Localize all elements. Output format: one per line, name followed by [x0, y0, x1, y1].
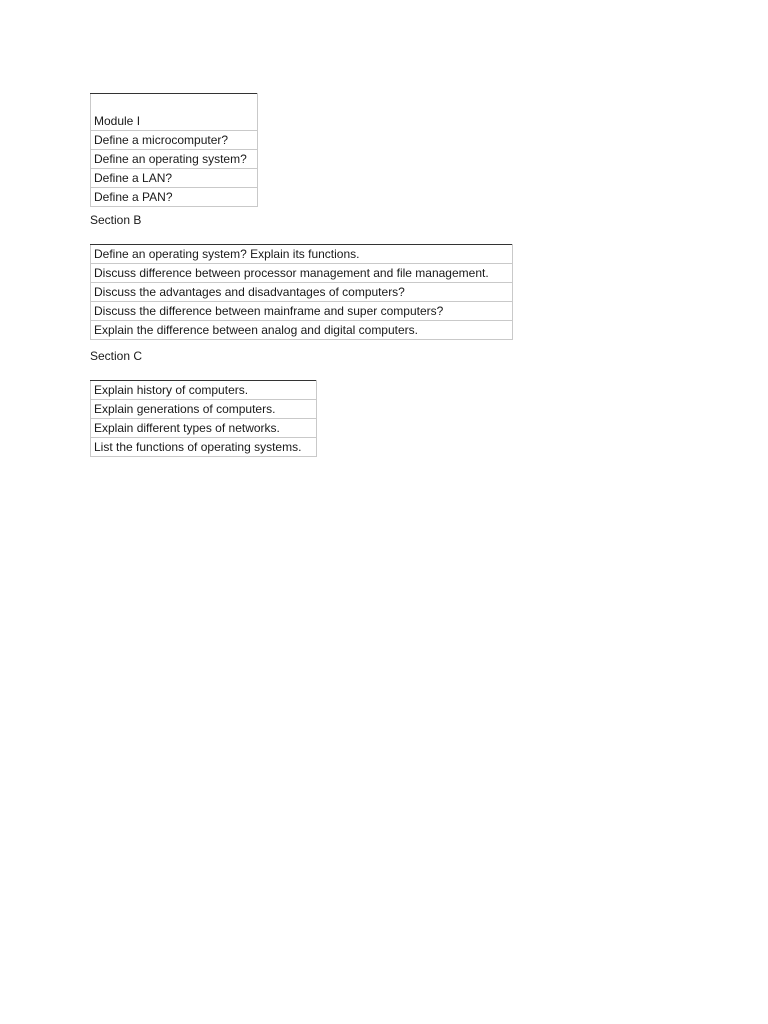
table-row: [91, 400, 317, 419]
table-row: [91, 188, 258, 207]
table-row: [91, 381, 317, 400]
question-cell: Define a LAN?: [91, 169, 258, 188]
question-cell: Define an operating system?: [91, 150, 258, 169]
table-row: [91, 245, 513, 264]
section-c-question-table: [90, 380, 317, 457]
question-cell: List the functions of operating systems.: [91, 438, 317, 457]
table-row: [91, 94, 258, 131]
table-row: [91, 302, 513, 321]
question-cell: Explain generations of computers.: [91, 400, 317, 419]
module-i-question-table: [90, 93, 258, 207]
question-cell: Discuss the advantages and disadvantages of computers?: [91, 283, 513, 302]
table-row: [91, 419, 317, 438]
table-row: [91, 264, 513, 283]
question-cell: Discuss difference between processor management and file management.: [91, 264, 513, 283]
question-cell: Discuss the difference between mainframe and super computers?: [91, 302, 513, 321]
section-c-label: Section C: [90, 349, 143, 363]
question-cell: Define a microcomputer?: [91, 131, 258, 150]
section-b-question-table: [90, 244, 513, 340]
question-cell: Explain different types of networks.: [91, 419, 317, 438]
module-heading-cell: Module I: [91, 94, 258, 131]
question-cell: Define a PAN?: [91, 188, 258, 207]
table-row: [91, 150, 258, 169]
table-row: [91, 438, 317, 457]
table-row: [91, 169, 258, 188]
table-row: [91, 321, 513, 340]
question-cell: Explain history of computers.: [91, 381, 317, 400]
question-cell: Define an operating system? Explain its functions.: [91, 245, 513, 264]
question-cell: Explain the difference between analog and digital computers.: [91, 321, 513, 340]
section-b-label: Section B: [90, 213, 142, 227]
table-row: [91, 131, 258, 150]
table-row: [91, 283, 513, 302]
